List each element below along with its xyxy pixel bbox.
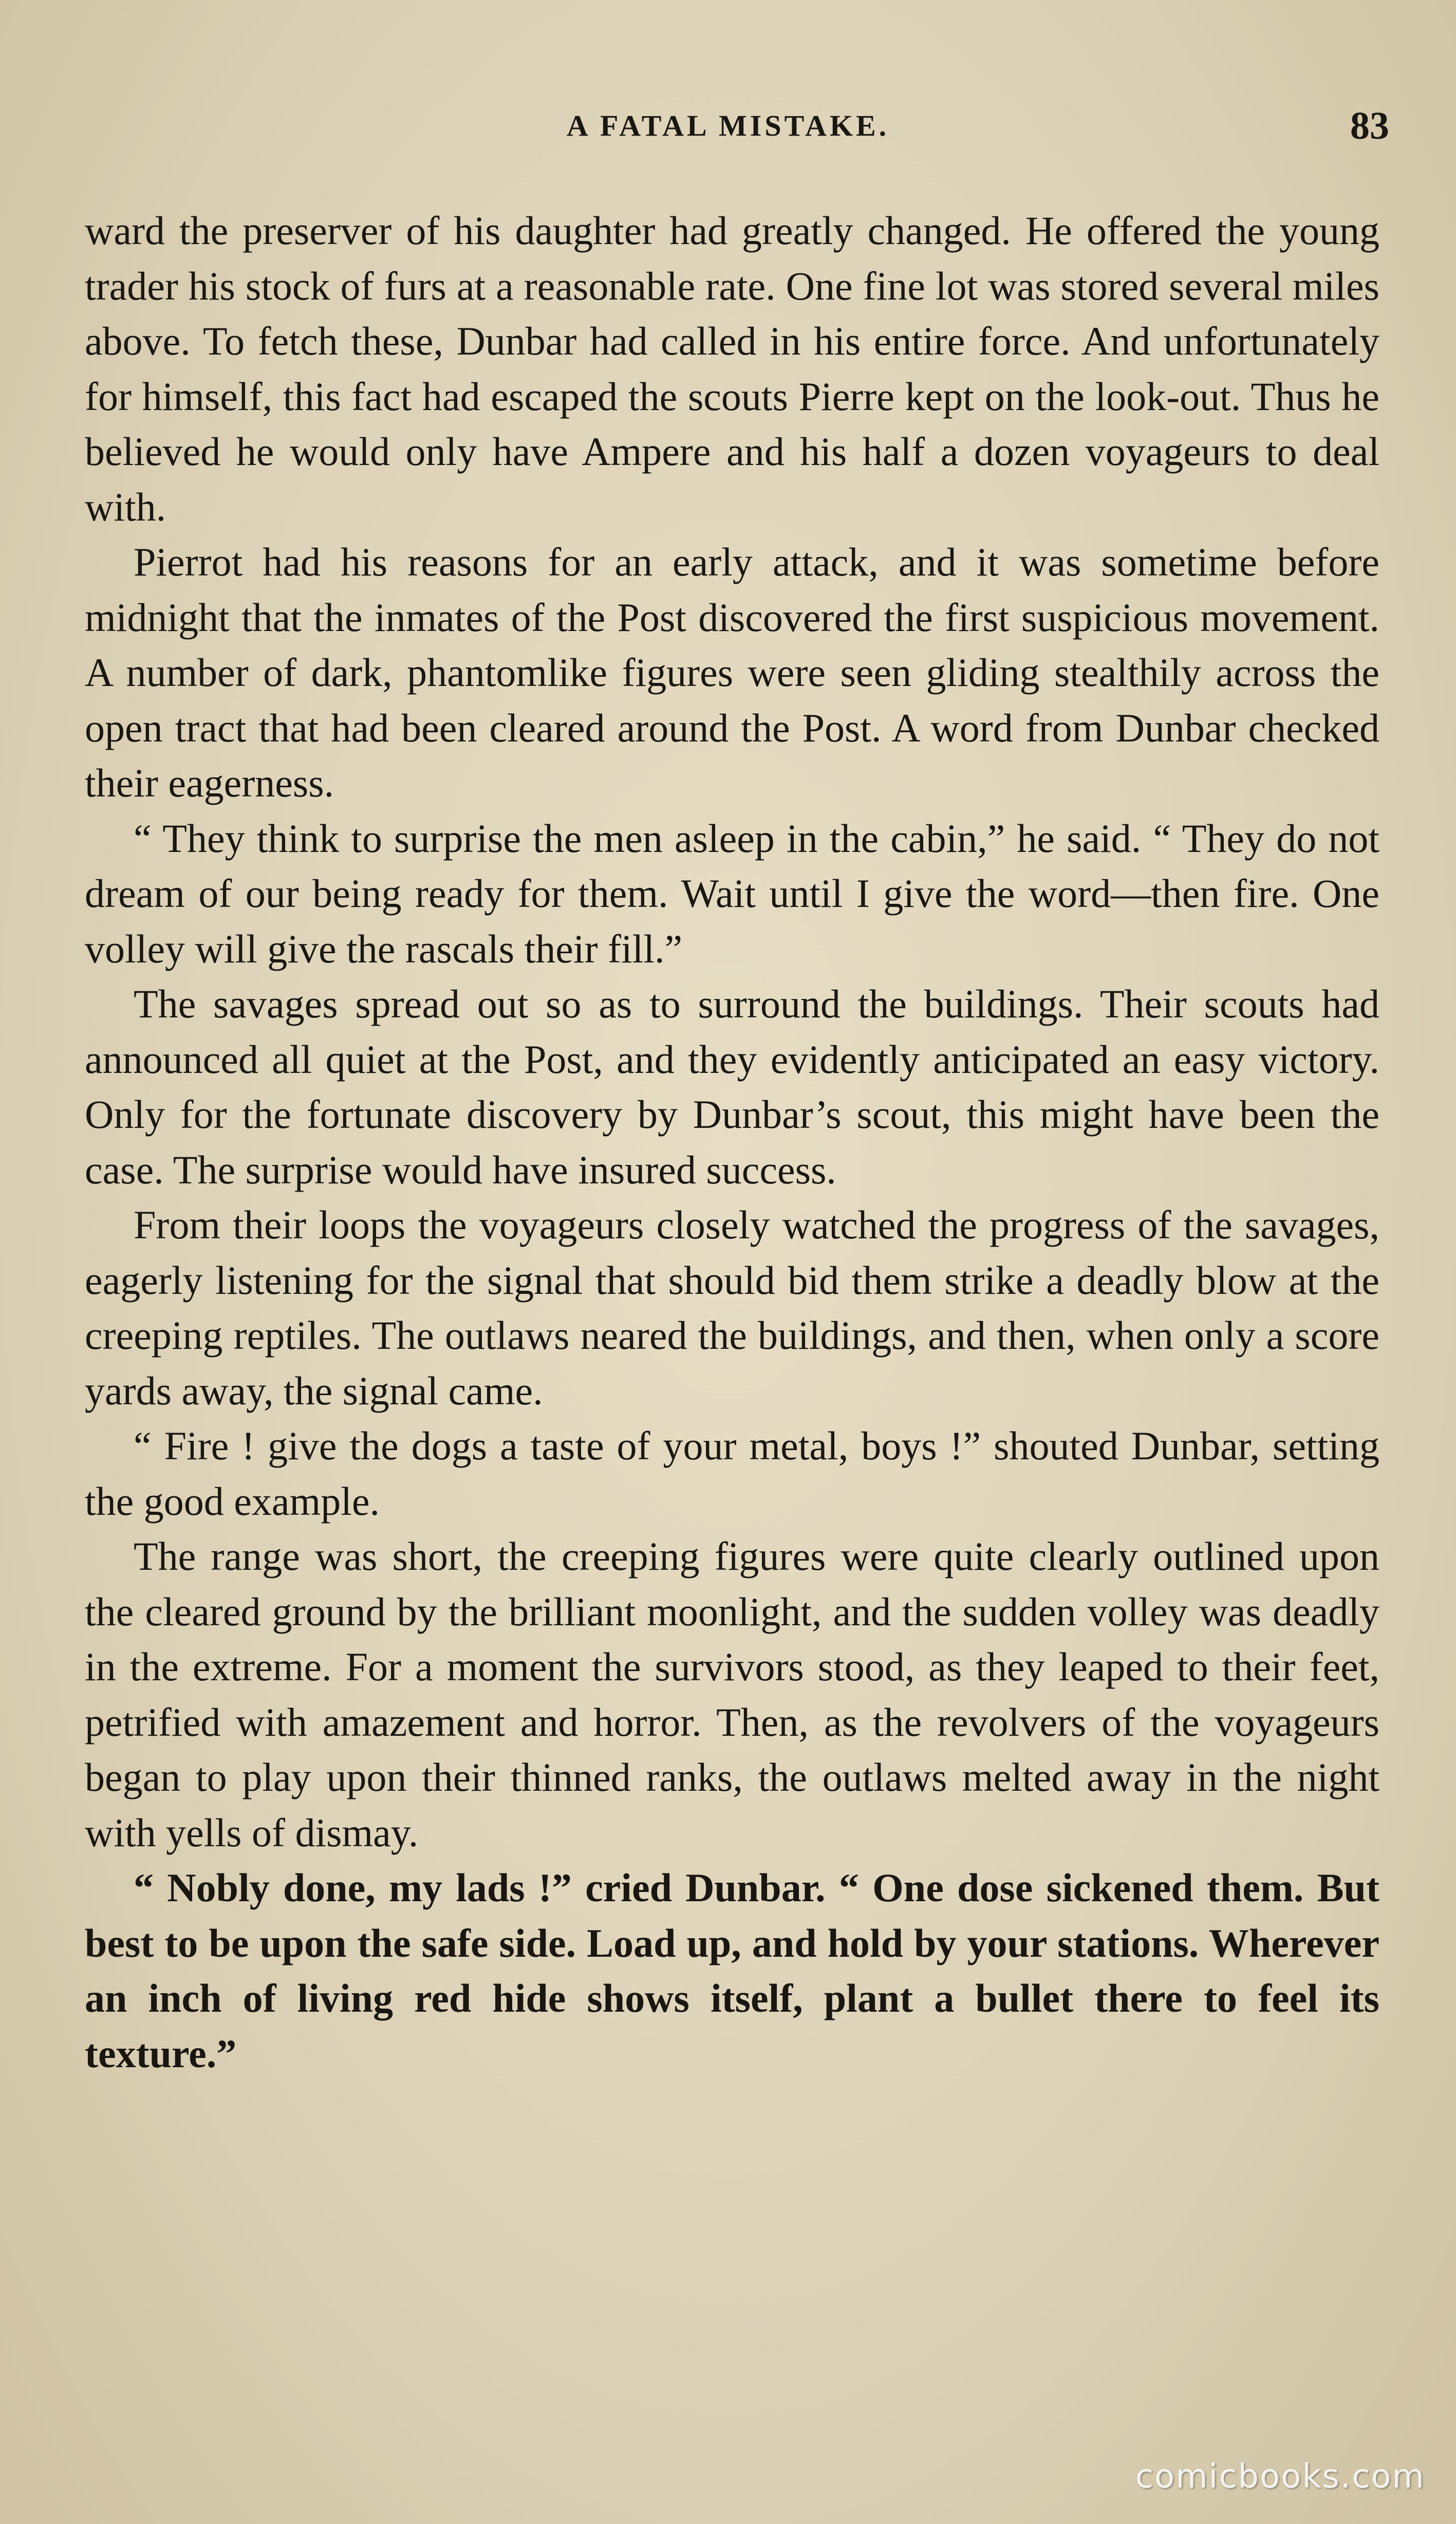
- paragraph: The savages spread out so as to surround the buildings. Their scouts had announced all quiet at the Post, and they evidently anticipated an easy victory. Only for the fortunate discovery by Dunbar’s scout, this might have been the case. The surprise would have insured success.: [85, 981, 1379, 1192]
- paragraph: The range was short, the creeping figures were quite clearly outlined upon the cleared ground by the brilliant moonlight, and the sudden volley was deadly in the extreme. For a moment the survivors stood, as they leaped to their feet, petrified with amazement and horror. Then, as the revolvers of the voyageurs began to play upon their thinned ranks, the outlaws melted away in the night with yells of dismay.: [85, 1534, 1379, 1855]
- paragraph: “ Fire ! give the dogs a taste of your metal, boys !” shouted Dunbar, setting the good example.: [85, 1423, 1379, 1524]
- page-number: 83: [1350, 104, 1389, 147]
- paragraph: “ They think to surprise the men asleep in the cabin,” he said. “ They do not dream of our being ready for them. Wait until I give the word—then fire. One volley will give the rascals their fill.”: [85, 815, 1379, 971]
- body-text: [85, 203, 1379, 2081]
- running-head: [0, 98, 1456, 154]
- paragraph: “ Nobly done, my lads !” cried Dunbar. “ One dose sickened them. But best to be upon the safe side. Load up, and hold by your stations. Wherever an inch of living red hide shows itself, plant a bullet there to feel its texture.”: [85, 1865, 1379, 2076]
- paragraph: Pierrot had his reasons for an early attack, and it was sometime before midnight that the inmates of the Post discovered the first suspicious movement. A number of dark, phantomlike figures were seen gliding stealthily across the open tract that had been cleared around the Post. A word from Dunbar checked their eagerness.: [85, 540, 1379, 805]
- watermark: comicbooks.com: [1135, 2458, 1425, 2496]
- paragraph: From their loops the voyageurs closely watched the progress of the savages, eagerly listening for the signal that should bid them strike a deadly blow at the creeping reptiles. The outlaws neared the buildings, and then, when only a score yards away, the signal came.: [85, 1202, 1379, 1413]
- running-title: A FATAL MISTAKE.: [566, 109, 890, 142]
- paragraph: ward the preserver of his daughter had greatly changed. He offered the young trader his stock of furs at a reasonable rate. One fine lot was stored several miles above. To fetch these, Dunbar had called in his entire force. And unfortunately for himself, this fact had escaped the scouts Pierre kept on the look-out. Thus he believed he would only have Ampere and his half a dozen voyageurs to deal with.: [85, 208, 1379, 529]
